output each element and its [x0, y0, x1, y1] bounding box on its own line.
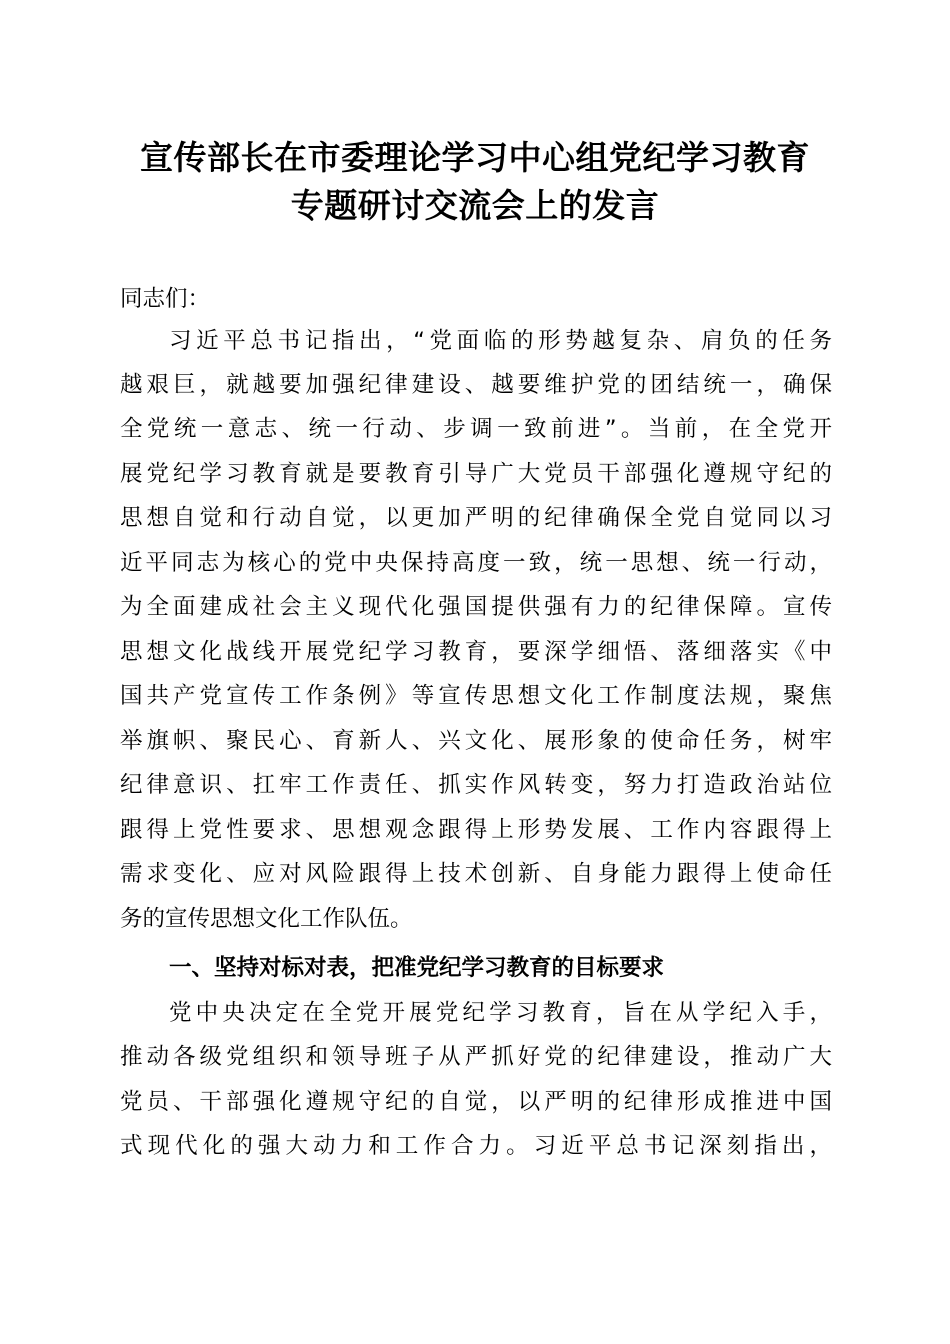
paragraph-1-line: 纪律意识、扛牢工作责任、抓实作风转变，努力打造政治站位: [120, 772, 832, 798]
paragraph-1-line: 务的宣传思想文化工作队伍。: [120, 906, 413, 932]
paragraph-1-line: 全党统一意志、统一行动、步调一致前进”。当前，在全党开: [120, 416, 832, 442]
paragraph-2-line: 式现代化的强大动力和工作合力。习近平总书记深刻指出，: [120, 1133, 832, 1159]
salutation: 同志们：: [120, 286, 211, 312]
paragraph-1-line: 需求变化、应对风险跟得上技术创新、自身能力跟得上使命任: [120, 861, 832, 887]
paragraph-2-line: 党员、干部强化遵规守纪的自觉，以严明的纪律形成推进中国: [120, 1089, 832, 1115]
paragraph-2-line: 推动各级党组织和领导班子从严抓好党的纪律建设，推动广大: [120, 1044, 832, 1070]
document-title-line-2: 专题研讨交流会上的发言: [290, 186, 660, 225]
document-title-line-1: 宣传部长在市委理论学习中心组党纪学习教育: [140, 138, 810, 177]
paragraph-2-line: 党中央决定在全党开展党纪学习教育，旨在从学纪入手，: [169, 1000, 832, 1026]
paragraph-1-line: 展党纪学习教育就是要教育引导广大党员干部强化遵规守纪的: [120, 461, 832, 487]
paragraph-1-line: 国共产党宣传工作条例》等宣传思想文化工作制度法规，聚焦: [120, 683, 832, 709]
paragraph-1-line: 近平同志为核心的党中央保持高度一致，统一思想、统一行动，: [120, 550, 832, 576]
paragraph-1-line: 越艰巨，就越要加强纪律建设、越要维护党的团结统一，确保: [120, 372, 832, 398]
paragraph-1-line: 习近平总书记指出，“党面临的形势越复杂、肩负的任务: [169, 328, 832, 354]
paragraph-1-line: 跟得上党性要求、思想观念跟得上形势发展、工作内容跟得上: [120, 817, 832, 843]
paragraph-1-line: 举旗帜、聚民心、育新人、兴文化、展形象的使命任务，树牢: [120, 728, 832, 754]
paragraph-1-line: 思想文化战线开展党纪学习教育，要深学细悟、落细落实《中: [120, 639, 832, 665]
section-1-heading: 一、坚持对标对表，把准党纪学习教育的目标要求: [169, 955, 665, 981]
paragraph-1-line: 思想自觉和行动自觉，以更加严明的纪律确保全党自觉同以习: [120, 505, 832, 531]
paragraph-1-line: 为全面建成社会主义现代化强国提供强有力的纪律保障。宣传: [120, 594, 832, 620]
